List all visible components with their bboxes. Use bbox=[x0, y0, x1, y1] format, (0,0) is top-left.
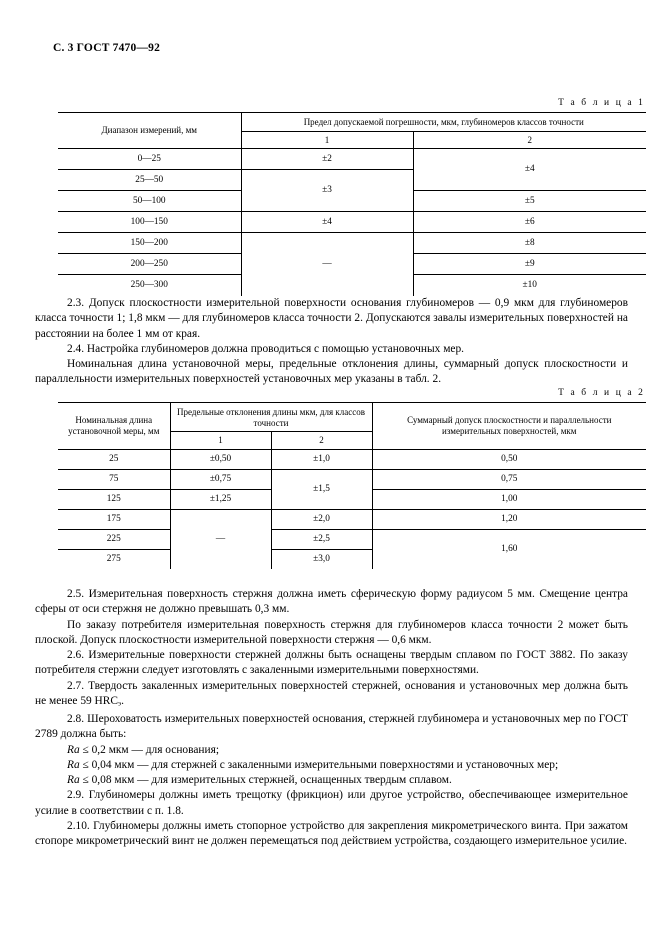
ra-symbol: Ra bbox=[67, 743, 80, 756]
roughness-line-3 bbox=[35, 773, 628, 788]
table-2-sub1-header: 1 bbox=[170, 432, 271, 450]
ra-symbol: Ra bbox=[67, 774, 80, 787]
page-header: С. 3 ГОСТ 7470—92 bbox=[53, 42, 161, 54]
table-1-group-header: Предел допускаемой погрешности, мкм, глубиномеров классов точности bbox=[241, 113, 646, 132]
table-row bbox=[58, 449, 646, 469]
table-2-class1: ±0,50 bbox=[170, 449, 271, 469]
table-2-class2: ±2,5 bbox=[271, 529, 372, 549]
table-2-class1: — bbox=[170, 509, 271, 569]
table-1-class1: ±3 bbox=[241, 170, 413, 212]
table-row bbox=[58, 149, 646, 170]
table-1-range: 0—25 bbox=[58, 149, 241, 170]
paragraph-2-5b: По заказу потребителя измерительная поверхность стержня для глубиномеров класса точности 2 может быть плоской. Допуск плоскостности измерительной поверхности стержня — 0,6 мкм. bbox=[35, 618, 628, 646]
roughness-line-2 bbox=[35, 758, 628, 773]
table-2-length: 175 bbox=[58, 509, 170, 529]
ra-value-text: ≤ 0,08 мкм — для измерительных стержней, оснащенных твердым сплавом. bbox=[79, 774, 452, 787]
ra-value-text: ≤ 0,2 мкм — для основания; bbox=[79, 743, 219, 756]
table-2-group-header: Предельные отклонения длины мкм, для классов точности bbox=[170, 403, 372, 432]
table-row bbox=[58, 212, 646, 233]
table-2-class2: ±1,0 bbox=[271, 449, 372, 469]
table-2-tolerance: 1,20 bbox=[372, 509, 646, 529]
table-row bbox=[58, 529, 646, 549]
paragraph-block-top bbox=[35, 296, 628, 388]
table-1-range: 200—250 bbox=[58, 254, 241, 275]
paragraph-block-bottom bbox=[35, 587, 628, 850]
paragraph-2-5: 2.5. Измерительная поверхность стержня должна иметь сферическую форму радиусом 5 мм. Смещение центра сферы от оси стержня не должно превышать 0,3 мм. bbox=[35, 588, 628, 616]
hrc-subscript: э bbox=[117, 699, 122, 708]
paragraph-2-10: 2.10. Глубиномеры должны иметь стопорное устройство для закрепления микрометрического винта. При зажатом стопоре микрометрический винт не должен перемещаться под действием устройства, создающего измерительное усилие. bbox=[35, 820, 628, 848]
table-2-class2: ±2,0 bbox=[271, 509, 372, 529]
paragraph-2-4: 2.4. Настройка глубиномеров должна проводиться с помощью установочных мер. bbox=[67, 342, 465, 355]
table-2-length: 225 bbox=[58, 529, 170, 549]
table-1-range: 250—300 bbox=[58, 275, 241, 296]
table-2-tolerance: 0,75 bbox=[372, 469, 646, 489]
roughness-line-1 bbox=[35, 743, 628, 758]
table-1-class2: ±10 bbox=[522, 279, 537, 290]
table-2-class1: ±0,75 bbox=[170, 469, 271, 489]
table-1-class2: ±4 bbox=[413, 149, 646, 191]
paragraph-2-6: 2.6. Измерительные поверхности стержней должны быть оснащены твердым сплавом по ГОСТ 3882. По заказу потребителя стержни следует изготовлять с закаленными измерительными поверхностями. bbox=[35, 649, 628, 677]
table-2-col1-header: Номинальная длина установочной меры, мм bbox=[58, 403, 170, 450]
paragraph-2-7-end: . bbox=[121, 695, 124, 708]
table-2-length: 25 bbox=[58, 449, 170, 469]
table-row bbox=[58, 403, 646, 432]
table-1-range: 150—200 bbox=[58, 233, 241, 254]
table-row bbox=[58, 509, 646, 529]
table-2-class2: ±3,0 bbox=[271, 549, 372, 569]
table-1-sub1-header: 1 bbox=[241, 131, 413, 149]
table-1-class1: ±2 bbox=[241, 149, 413, 170]
paragraph-2-7-text: 2.7. Твердость закаленных измерительных поверхностей стержней, основания и установочных мер должна быть не менее 59 HRC bbox=[35, 679, 628, 708]
paragraph-2-7 bbox=[35, 679, 628, 712]
table-2-tolerance: 1,00 bbox=[372, 489, 646, 509]
table-2-col4-header: Суммарный допуск плоскостности и параллельности измерительных поверхностей, мкм bbox=[372, 403, 646, 450]
table-1-class1: ±4 bbox=[241, 212, 413, 233]
table-2-length: 125 bbox=[58, 489, 170, 509]
table-1-range: 100—150 bbox=[58, 212, 241, 233]
paragraph-2-8: 2.8. Шероховатость измерительных поверхностей основания, стержней глубиномера и установочных мер по ГОСТ 2789 должна быть: bbox=[35, 712, 628, 741]
table-1 bbox=[58, 112, 646, 296]
table-2-sub2-header: 2 bbox=[271, 432, 372, 450]
table-row bbox=[58, 469, 646, 489]
table-2 bbox=[58, 402, 646, 569]
table-1-class1: — bbox=[241, 233, 413, 296]
table-2-caption: Т а б л и ц а 2 bbox=[558, 388, 645, 398]
paragraph-2-3: 2.3. Допуск плоскостности измерительной поверхности основания глубиномеров — 0,9 мкм для глубиномеров класса точности 1; 1,8 мкм — для глубиномеров класса точности 2. Допускаются завалы измерительных поверхностей на расстоянии на более 1 мм от края. bbox=[35, 297, 628, 340]
table-1-class2: ±8 bbox=[413, 233, 646, 254]
table-2-tolerance: 1,60 bbox=[501, 544, 518, 555]
table-row bbox=[58, 233, 646, 254]
table-1-class2: ±5 bbox=[413, 191, 646, 212]
paragraph-2-4b: Номинальная длина установочной меры, предельные отклонения длины, суммарный допуск плоскостности и параллельности измерительных поверхностей установочных мер указаны в табл. 2. bbox=[35, 358, 628, 386]
table-row bbox=[58, 113, 646, 132]
table-1-range: 50—100 bbox=[58, 191, 241, 212]
table-1-col1-header: Диапазон измерений, мм bbox=[58, 113, 241, 149]
table-2-class1: ±1,25 bbox=[170, 489, 271, 509]
table-2-length: 275 bbox=[58, 549, 170, 569]
table-2-length: 75 bbox=[58, 469, 170, 489]
table-1-sub2-header: 2 bbox=[413, 131, 646, 149]
ra-value-text: ≤ 0,04 мкм — для стержней с закаленными измерительными поверхностями и установочных мер; bbox=[79, 758, 559, 771]
table-1-class2: ±9 bbox=[413, 254, 646, 275]
paragraph-2-9: 2.9. Глубиномеры должны иметь трещотку (фрикцион) или другое устройство, обеспечивающее измерительное усилие в соответствии с п. 1.8. bbox=[35, 789, 628, 817]
table-2-tolerance: 0,50 bbox=[372, 449, 646, 469]
table-1-class2: ±6 bbox=[413, 212, 646, 233]
table-1-caption: Т а б л и ц а 1 bbox=[558, 98, 645, 108]
ra-symbol: Ra bbox=[67, 758, 80, 771]
table-1-range: 25—50 bbox=[58, 170, 241, 191]
table-2-class2: ±1,5 bbox=[271, 469, 372, 509]
